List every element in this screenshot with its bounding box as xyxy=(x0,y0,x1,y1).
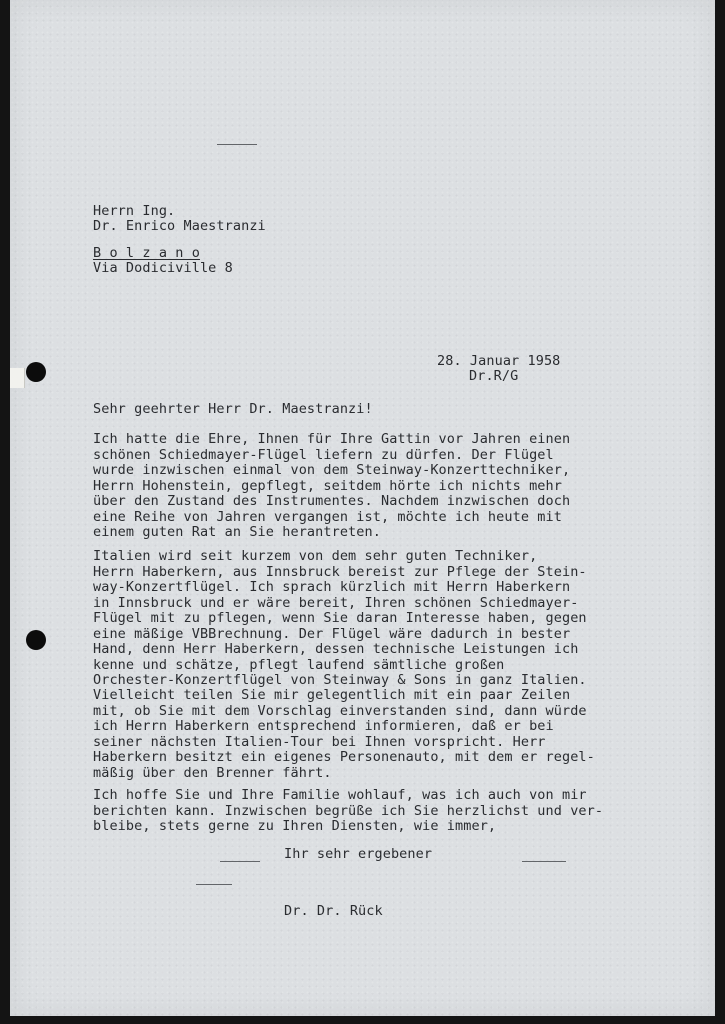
text-line: einem guten Rat an Sie herantreten. xyxy=(93,524,381,540)
text-line: Ich hatte die Ehre, Ihnen für Ihre Gattin vor Jahren einen xyxy=(93,431,571,447)
recipient-line2: Dr. Enrico Maestranzi xyxy=(93,218,266,234)
text-line: Flügel mit zu pflegen, wenn Sie daran Interesse haben, gegen xyxy=(93,610,587,626)
text-line: Herrn Haberkern, aus Innsbruck bereist zur Pflege der Stein- xyxy=(93,563,587,580)
paragraph-1 xyxy=(93,432,570,541)
text-line: Vielleicht teilen Sie mir gelegentlich mit ein paar Zeilen xyxy=(93,687,571,703)
fold-mark-left xyxy=(220,861,260,862)
text-line: ich Herrn Haberkern entsprechend informieren, daß er bei xyxy=(93,718,554,734)
closing: Ihr sehr ergebener xyxy=(284,846,433,862)
text-line: in Innsbruck und er wäre bereit, Ihren schönen Schiedmayer- xyxy=(93,594,579,611)
text-line: kenne und schätze, pflegt laufend sämtliche großen xyxy=(93,656,505,673)
fold-mark-top xyxy=(217,144,257,145)
signature: Dr. Dr. Rück xyxy=(284,903,383,919)
text-line: way-Konzertflügel. Ich sprach kürzlich mit Herrn Haberkern xyxy=(93,579,571,595)
recipient-street: Via Dodiciville 8 xyxy=(93,260,233,276)
paragraph-3 xyxy=(93,688,595,781)
text-line: berichten kann. Inzwischen begrüße ich Sie herzlichst und ver- xyxy=(93,802,604,819)
punch-hole-lower xyxy=(26,630,46,650)
text-line: eine Reihe von Jahren vergangen ist, möchte ich heute mit xyxy=(93,508,562,525)
paragraph-4 xyxy=(93,788,603,835)
text-line: über den Zustand des Instrumentes. Nachdem inzwischen doch xyxy=(93,493,571,509)
text-line: Haberkern besitzt ein eigenes Personenauto, mit dem er regel- xyxy=(93,749,595,765)
text-line: Italien wird seit kurzem von dem sehr guten Techniker, xyxy=(93,548,538,564)
text-line: Hand, denn Herr Haberkern, dessen technische Leistungen ich xyxy=(93,641,579,657)
fold-mark-right xyxy=(522,861,566,862)
paragraph-2 xyxy=(93,549,587,689)
text-line: wurde inzwischen einmal von dem Steinway-Konzerttechniker, xyxy=(93,462,571,478)
text-line: mäßig über den Brenner fährt. xyxy=(93,764,332,781)
letter-date: 28. Januar 1958 xyxy=(437,353,561,369)
text-line: mit, ob Sie mit dem Vorschlag einverstanden sind, dann würde xyxy=(93,702,587,719)
letter-page xyxy=(10,0,715,1016)
fold-mark-mid xyxy=(196,884,232,885)
text-line: Ich hoffe Sie und Ihre Familie wohlauf, was ich auch von mir xyxy=(93,787,587,803)
text-line: bleibe, stets gerne zu Ihren Diensten, wie immer, xyxy=(93,818,497,834)
paper-tear xyxy=(10,368,25,388)
punch-hole-upper xyxy=(26,362,46,382)
salutation: Sehr geehrter Herr Dr. Maestranzi! xyxy=(93,401,373,417)
text-line: eine mäßige VBBrechnung. Der Flügel wäre dadurch in bester xyxy=(93,625,571,642)
reference-code: Dr.R/G xyxy=(469,368,519,384)
text-line: Herrn Hohenstein, gepflegt, seitdem hörte ich nichts mehr xyxy=(93,477,562,494)
text-line: Orchester-Konzertflügel von Steinway & Sons in ganz Italien. xyxy=(93,672,587,688)
recipient-line1: Herrn Ing. xyxy=(93,203,176,219)
text-line: seiner nächsten Italien-Tour bei Ihnen vorspricht. Herr xyxy=(93,733,546,750)
text-line: schönen Schiedmayer-Flügel liefern zu dürfen. Der Flügel xyxy=(93,446,554,463)
recipient-city: B o l z a n o xyxy=(93,245,200,261)
